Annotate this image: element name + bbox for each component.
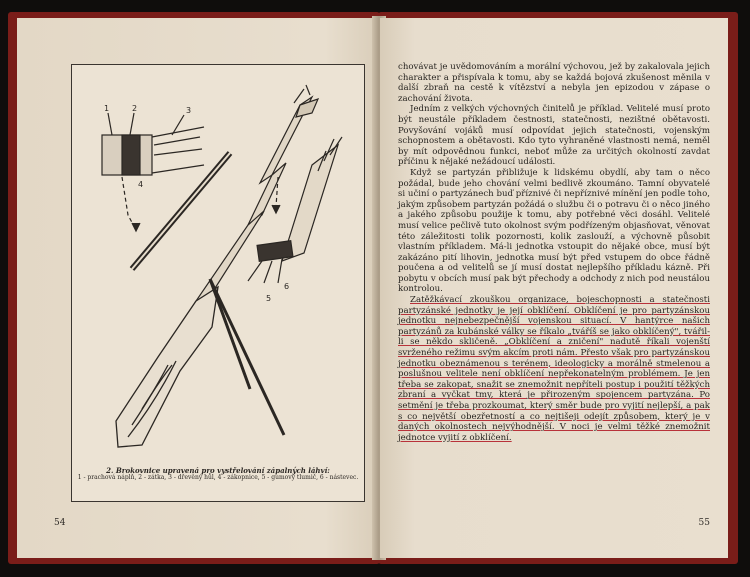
right-page: [380, 18, 728, 558]
paragraph-1: chovávat je uvědomováním a morální výchovou, jež by zakalovala jejich charakter a přispívala k tomu, aby se každá bojová zkušenost měnila v další zbraň na cestě k vítězství a nebyla jen epizodou v zápase o zachování života.: [398, 62, 710, 104]
rifle-illustration: [71, 64, 365, 502]
part-label-5: 5: [266, 294, 272, 303]
page-number-right: 55: [698, 518, 710, 528]
shotgun-drawing: [72, 65, 364, 465]
paragraph-4: Zatěžkávací zkouškou organizace, bojeschopnosti a statečnosti partyzánské jednotky je její obklíčení. Obklíčení je pro partyzánskou jednotku nejnebezpečnější vojenskou situací. V hantýrce našich partyzánů za kubánské války se říkalo „tváříš se jako obklíčený", tvářil-li se někdo skličeně. „Obklíčení a zničení" nadutě říkali vojenští svrženého režimu svým akcím proti nám. Přesto však pro partyzánskou jednotku obeznámenou s terénem, ideologicky a morálně stmelenou a poslušnou velitele není obklíčení nepřekonatelným problémem. Je jen třeba se zakopat, snažit se znemožnit nepříteli postup i použití těžkých zbraní a vyčkat tmy, která je přirozeným spojencem partyzána. Po setmění je třeba prozkoumat, který směr bude pro vyjití nejlepší, a pak s co největší obezřetností a co nejtišeji odejít způsobem, který je v daných okolnostech nejvýhodnější. V noci je velmi těžké znemožnit jednotce vyjití z obklíčení.: [398, 295, 710, 443]
page-number-left: 54: [54, 518, 66, 528]
gun-stock: [116, 287, 218, 447]
caption-title: 2. Brokovnice upravená pro vystřelování zápalných láhví:: [106, 466, 330, 475]
bottle-cross-section: [102, 113, 204, 231]
part-label-6: 6: [284, 282, 290, 291]
caption-text: 1 - prachová náplň, 2 - zátka, 3 - dřevěný hůl, 4 - zákopnice, 5 - gumový tlumič, 6 - násteveс.: [77, 474, 359, 481]
paragraph-3: Když se partyzán přibližuje k lidskému obydlí, aby tam o něco požádal, bude jeho chování velmi bedlivě zkoumáno. Tamní obyvatelé si učiní o partyzánech buď příznivé či nepříznivé mínění jen podle toho, jakým způsobem partyzán požádá o službu či o potravu či o něco jiného a jakého způsobu použije k tomu, aby potřebné věci dosáhl. Velitelé musí velice pečlivě tuto okolnost svým podřízeným objasňovat, věnovat této záležitosti tolik pozornosti, kolik zaslouží, a výchovně působit vlastním příkladem. Má-li jednotka vstoupit do nějaké obce, musí být zakázáno pití lihovin, jednotka musí být před vstupem do obce řádně poučena a od velitelů se jí musí dostat nejlepšího příkladu kázně. Při pobytu v obcích musí pak být přechody a odchody z nich pod neustálou kontrolou.: [398, 167, 710, 295]
paragraph-2: Jedním z velkých výchovných činitelů je příklad. Velitelé musí proto být neustále příkladem čestnosti, statečnosti, nezištné obětavosti. Povyšování vojáků musí odpovídat jejich statečnosti, vojenským schopnostem a obětavosti. Kdo tyto vyhraněné vlastnosti nemá, neměl by mít odpovědnou funkci, neboť může za určitých okolností zavdat příčinu k nějaké nežádoucí události.: [398, 104, 710, 168]
part-label-3: 3: [186, 106, 192, 115]
body-text: [398, 62, 710, 443]
left-page: [17, 18, 379, 558]
bipod-legs: [210, 279, 284, 435]
part-label-4: 4: [138, 180, 144, 189]
part-label-1: 1: [104, 104, 110, 113]
figure-caption: [74, 467, 362, 481]
part-label-2: 2: [132, 104, 138, 113]
